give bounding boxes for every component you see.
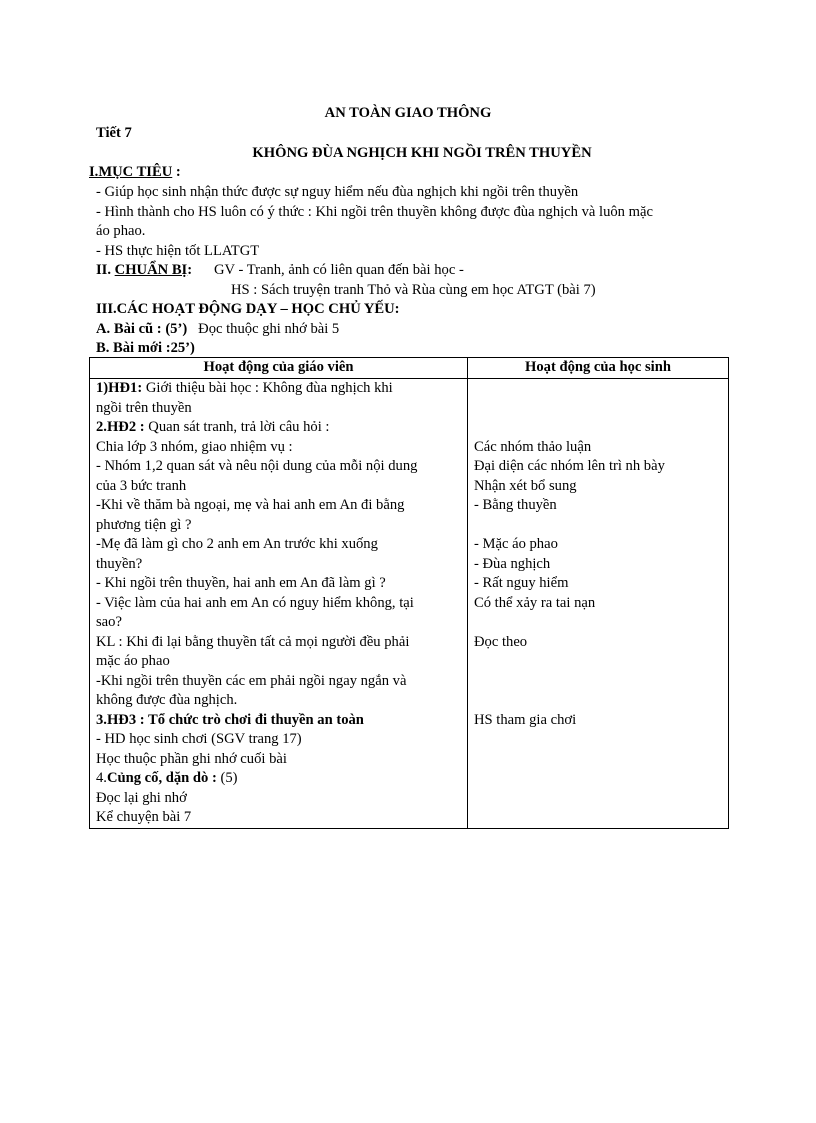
objective-line: áo phao. <box>96 223 146 239</box>
old-lesson <box>96 320 339 340</box>
teacher-line: -Khi ngồi trên thuyền các em phải ngồi ngay ngắn và <box>96 672 407 689</box>
student-line: - Đùa nghịch <box>474 555 551 572</box>
teacher-line <box>96 379 461 399</box>
objective-line: - Giúp học sinh nhận thức được sự nguy hiểm nếu đùa nghịch khi ngồi trên thuyền <box>96 184 579 200</box>
teacher-line-tail: (5) <box>216 770 238 786</box>
student-line: Có thể xảy ra tai nạn <box>474 594 596 611</box>
teacher-line: Kể chuyện bài 7 <box>96 809 192 825</box>
student-line <box>474 691 722 711</box>
prep-heading-text: CHUẨN BỊ <box>114 262 188 278</box>
teacher-line: sao? <box>96 614 122 630</box>
teacher-line: - Khi ngồi trên thuyền, hai anh em An đã làm gì ? <box>96 575 386 591</box>
teacher-line: - HD học sinh chơi (SGV trang 17) <box>96 731 302 747</box>
student-line: HS tham gia chơi <box>474 711 577 728</box>
activities-heading: III.CÁC HOẠT ĐỘNG DẠY – HỌC CHỦ YẾU: <box>96 301 400 317</box>
student-line: - Bằng thuyền <box>474 497 557 513</box>
student-line <box>474 730 722 750</box>
teacher-line: Học thuộc phần ghi nhớ cuối bài <box>96 750 287 767</box>
student-line <box>474 399 722 419</box>
teacher-line-rest: Giới thiệu bài học : Không đùa nghịch khi <box>142 380 393 396</box>
teacher-line-rest: Quan sát tranh, trả lời câu hỏi : <box>144 419 330 435</box>
student-line <box>474 769 722 789</box>
teacher-line: ngồi trên thuyền <box>96 399 192 416</box>
student-line: - Rất nguy hiểm <box>474 575 569 591</box>
teacher-line <box>96 418 461 438</box>
teacher-line: Đọc lại ghi nhớ <box>96 789 187 806</box>
student-line <box>474 613 722 633</box>
student-line <box>474 652 722 672</box>
prep-heading <box>96 261 192 281</box>
student-line: Đại diện các nhóm lên trì nh bày <box>474 458 665 474</box>
prep-student: HS : Sách truyện tranh Thỏ và Rùa cùng em học ATGT (bài 7) <box>231 282 596 298</box>
student-line <box>474 418 722 438</box>
prep-teacher: GV - Tranh, ảnh có liên quan đến bài học - <box>214 262 464 278</box>
student-line <box>474 672 722 692</box>
student-line: Các nhóm thảo luận <box>474 438 592 455</box>
objectives-heading <box>89 163 181 183</box>
table-body-row <box>90 379 729 829</box>
prep-heading-colon: : <box>187 262 193 278</box>
lesson-title: KHÔNG ĐÙA NGHỊCH KHI NGỒI TRÊN THUYỀN <box>252 145 592 161</box>
teacher-line: 3.HĐ3 : Tổ chức trò chơi đi thuyền an toàn <box>96 711 364 728</box>
teacher-activities-cell <box>90 379 468 829</box>
student-line <box>474 379 722 399</box>
teacher-column-header: Hoạt động của giáo viên <box>90 358 468 379</box>
teacher-line: của 3 bức tranh <box>96 477 187 494</box>
student-line <box>474 516 722 536</box>
student-column-header: Hoạt động của học sinh <box>468 358 729 379</box>
teacher-line-bold: 2.HĐ2 : <box>96 419 145 435</box>
new-lesson-label: B. Bài mới :25’) <box>96 340 195 356</box>
student-line: Đọc theo <box>474 633 528 650</box>
student-line <box>474 789 722 809</box>
teacher-line: không được đùa nghịch. <box>96 692 238 708</box>
teacher-line: Chia lớp 3 nhóm, giao nhiệm vụ : <box>96 438 293 455</box>
teacher-line: phương tiện gì ? <box>96 516 192 533</box>
old-lesson-label: A. Bài cũ : (5’) <box>96 321 188 337</box>
objectives-heading-text: I.MỤC TIÊU <box>89 164 173 180</box>
teacher-line: KL : Khi đi lại bằng thuyền tất cả mọi người đều phải <box>96 633 410 650</box>
objective-line: - HS thực hiện tốt LLATGT <box>96 243 260 259</box>
student-line <box>474 750 722 770</box>
teacher-line: -Mẹ đã làm gì cho 2 anh em An trước khi xuống <box>96 536 378 552</box>
teacher-line-bold: 1)HĐ1: <box>96 380 143 396</box>
objective-line: - Hình thành cho HS luôn có ý thức : Khi ngồi trên thuyền không được đùa nghịch và luôn mặc <box>96 204 653 220</box>
teacher-line-bold: Củng cố, dặn dò : <box>106 770 217 786</box>
prep-heading-prefix: II. <box>96 262 115 278</box>
student-line <box>474 808 722 828</box>
student-line: - Mặc áo phao <box>474 536 558 552</box>
teacher-line: - Nhóm 1,2 quan sát và nêu nội dung của mỗi nội dung <box>96 458 418 474</box>
teacher-line-prefix: 4. <box>96 770 107 786</box>
subject-title: AN TOÀN GIAO THÔNG <box>324 105 492 121</box>
teacher-line: mặc áo phao <box>96 653 170 669</box>
table-header-row <box>90 358 729 379</box>
student-activities-cell <box>468 379 729 829</box>
lesson-number: Tiết 7 <box>96 125 132 141</box>
activities-table <box>89 357 729 829</box>
objectives-heading-colon: : <box>175 164 181 180</box>
teacher-line <box>96 769 461 789</box>
teacher-line: - Việc làm của hai anh em An có nguy hiểm không, tại <box>96 594 414 611</box>
student-line: Nhận xét bổ sung <box>474 477 577 494</box>
old-lesson-text: Đọc thuộc ghi nhớ bài 5 <box>198 321 340 337</box>
teacher-line: -Khi về thăm bà ngoại, mẹ và hai anh em An đi bằng <box>96 497 405 513</box>
teacher-line: thuyền? <box>96 555 143 572</box>
